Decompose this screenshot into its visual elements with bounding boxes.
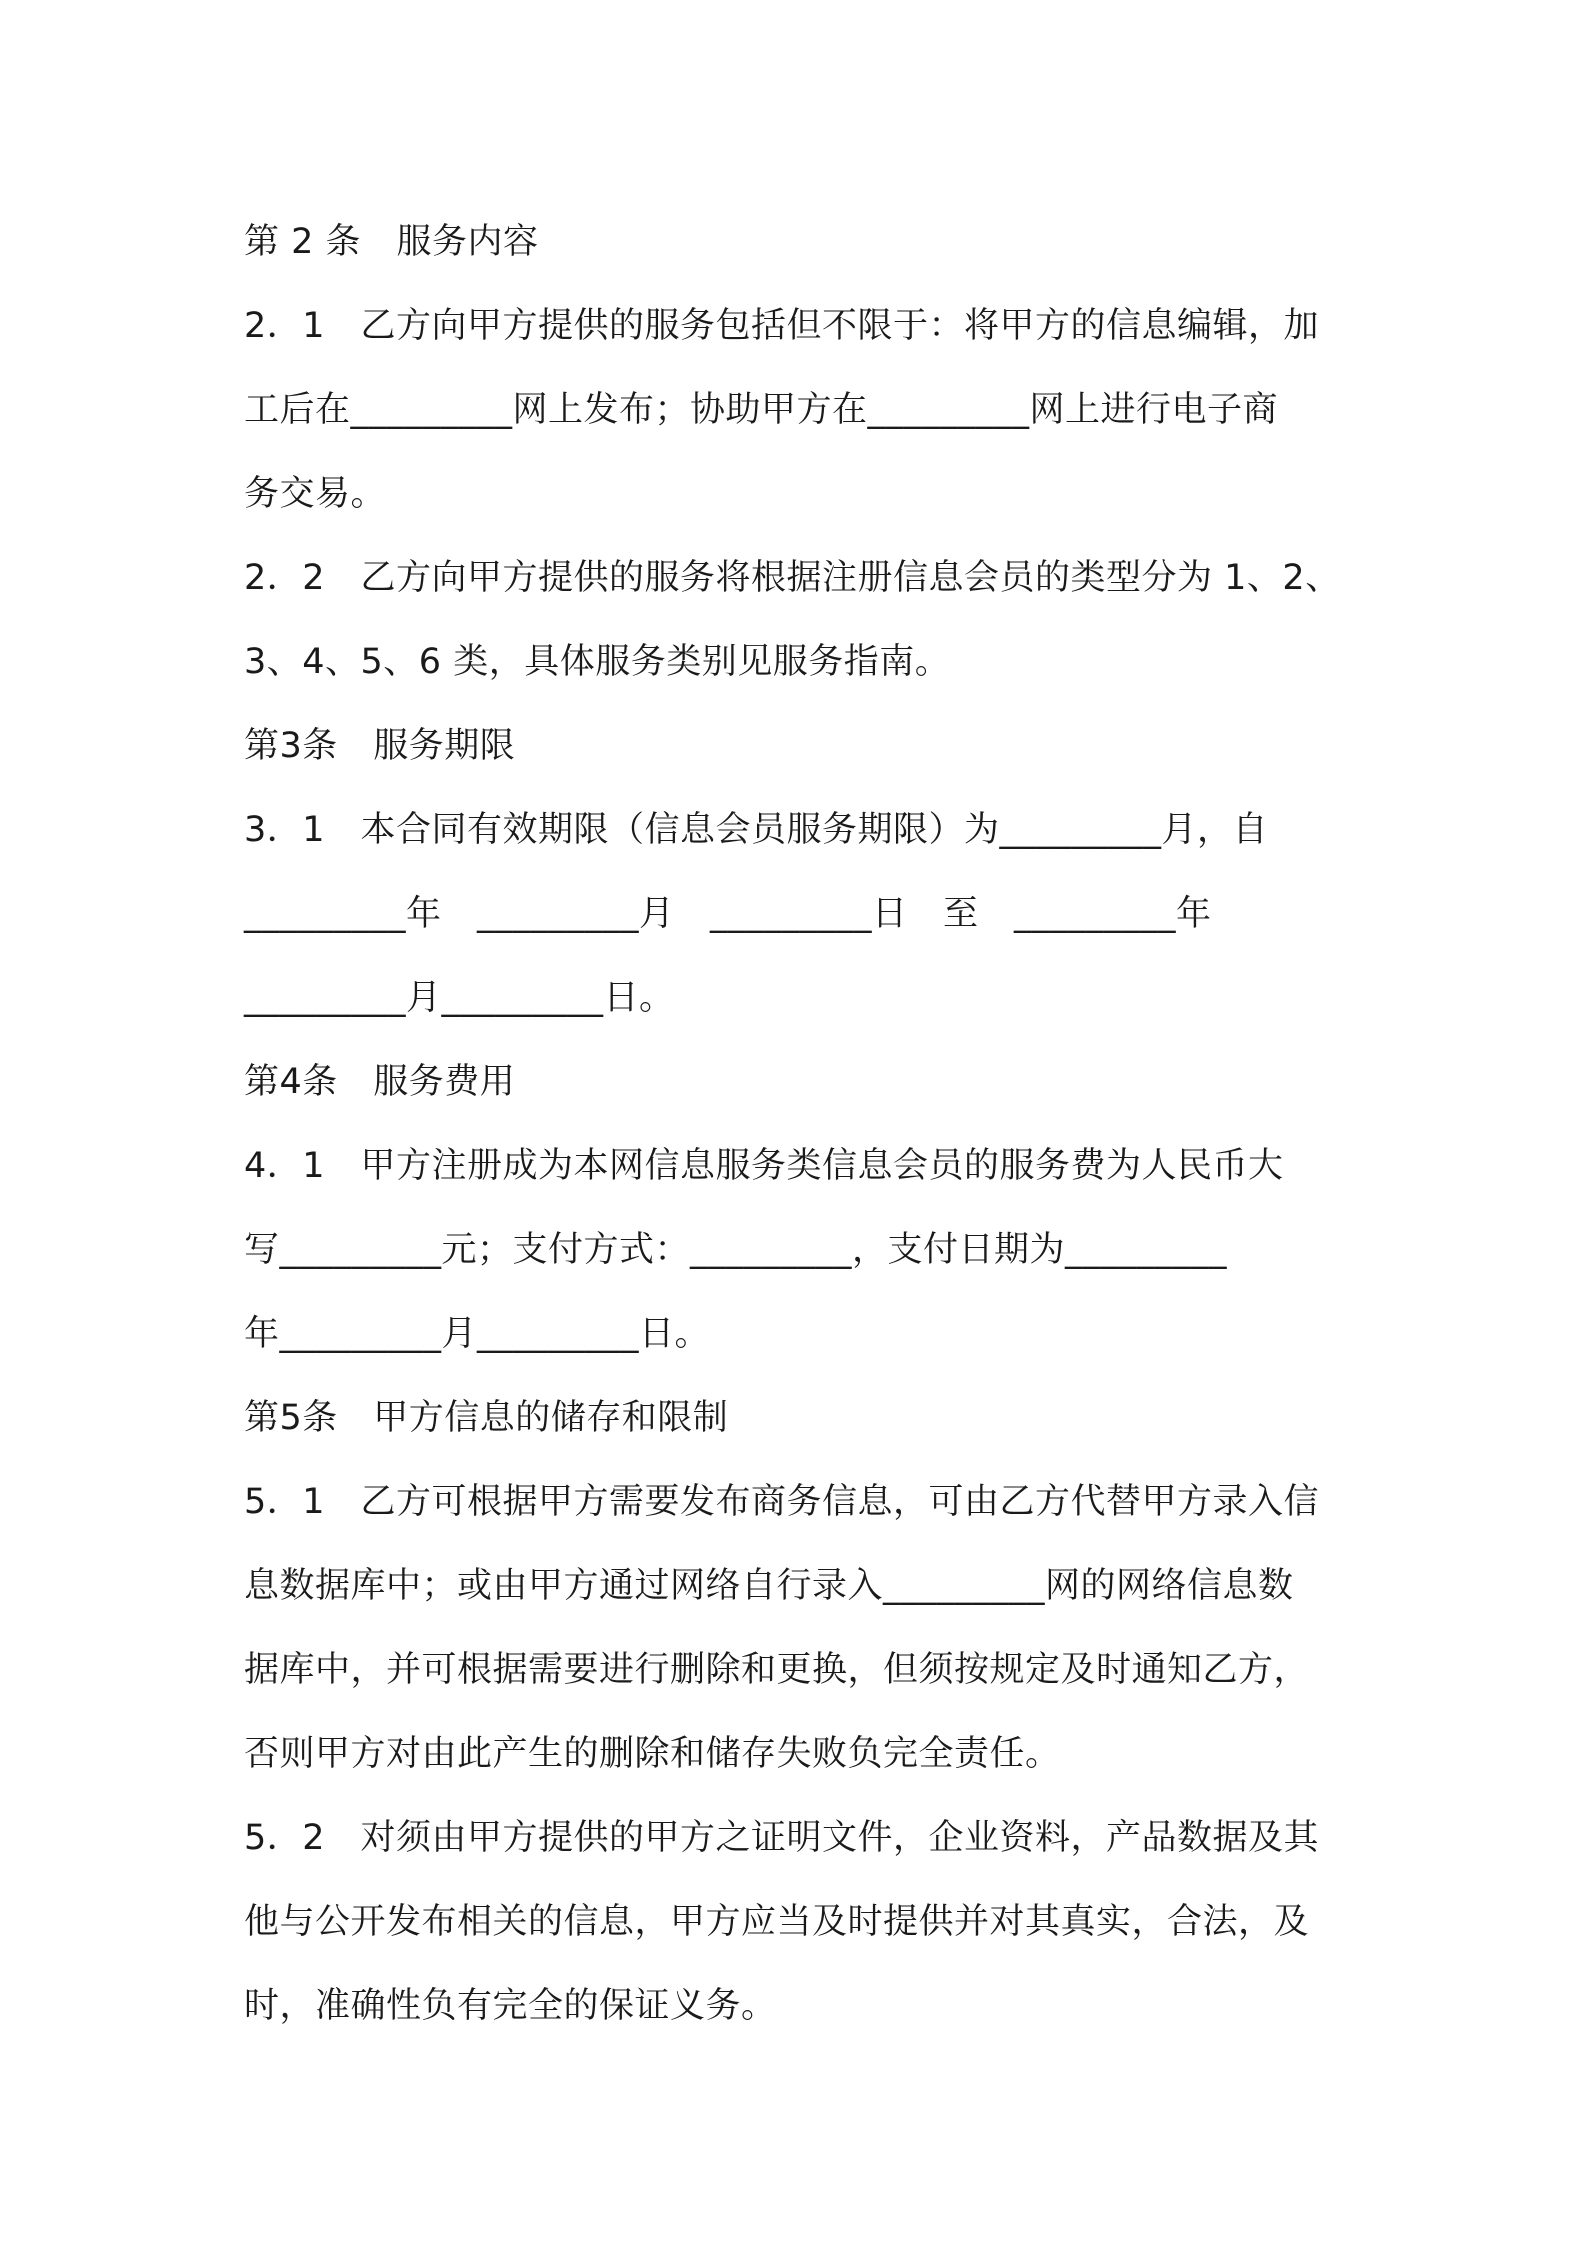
- clause-2-1-line-2: 工后在_________网上发布；协助甲方在_________网上进行电子商: [244, 390, 1279, 430]
- clause-3-1-line-1: 3．1 本合同有效期限（信息会员服务期限）为_________月，自: [244, 810, 1269, 850]
- clause-4-1-line-2: 写_________元；支付方式：_________，支付日期为_________: [244, 1230, 1228, 1270]
- clause-5-2-line-1: 5．2 对须由甲方提供的甲方之证明文件，企业资料，产品数据及其: [244, 1818, 1320, 1858]
- article-4-heading: 第4条 服务费用: [244, 1062, 516, 1102]
- clause-5-1-line-2: 息数据库中；或由甲方通过网络自行录入_________网的网络信息数: [244, 1566, 1294, 1606]
- article-2-heading: 第 2 条 服务内容: [244, 222, 539, 262]
- clause-2-1-line-3: 务交易。: [244, 474, 387, 514]
- clause-4-1-line-3: 年_________月_________日。: [244, 1314, 711, 1354]
- clause-3-1-line-3: _________月_________日。: [244, 978, 675, 1018]
- article-3-heading: 第3条 服务期限: [244, 726, 516, 766]
- clause-5-2-line-2: 他与公开发布相关的信息，甲方应当及时提供并对其真实，合法，及: [244, 1902, 1310, 1942]
- article-5-heading: 第5条 甲方信息的储存和限制: [244, 1398, 729, 1438]
- clause-5-1-line-4: 否则甲方对由此产生的删除和储存失败负完全责任。: [244, 1734, 1061, 1774]
- contract-body: [244, 200, 1354, 2048]
- clause-5-1-line-3: 据库中，并可根据需要进行删除和更换，但须按规定及时通知乙方，: [244, 1650, 1310, 1690]
- clause-2-2-line-2: 3、4、5、6 类，具体服务类别见服务指南。: [244, 642, 951, 682]
- clause-5-1-line-1: 5．1 乙方可根据甲方需要发布商务信息，可由乙方代替甲方录入信: [244, 1482, 1320, 1522]
- clause-2-1-line-1: 2．1 乙方向甲方提供的服务包括但不限于：将甲方的信息编辑，加: [244, 306, 1320, 346]
- clause-5-2-line-3: 时，准确性负有完全的保证义务。: [244, 1986, 777, 2026]
- clause-3-1-line-2: _________年 _________月 _________日 至 _________年: [244, 894, 1212, 934]
- clause-4-1-line-1: 4．1 甲方注册成为本网信息服务类信息会员的服务费为人民币大: [244, 1146, 1284, 1186]
- clause-2-2-line-1: 2．2 乙方向甲方提供的服务将根据注册信息会员的类型分为 1、2、: [244, 558, 1341, 598]
